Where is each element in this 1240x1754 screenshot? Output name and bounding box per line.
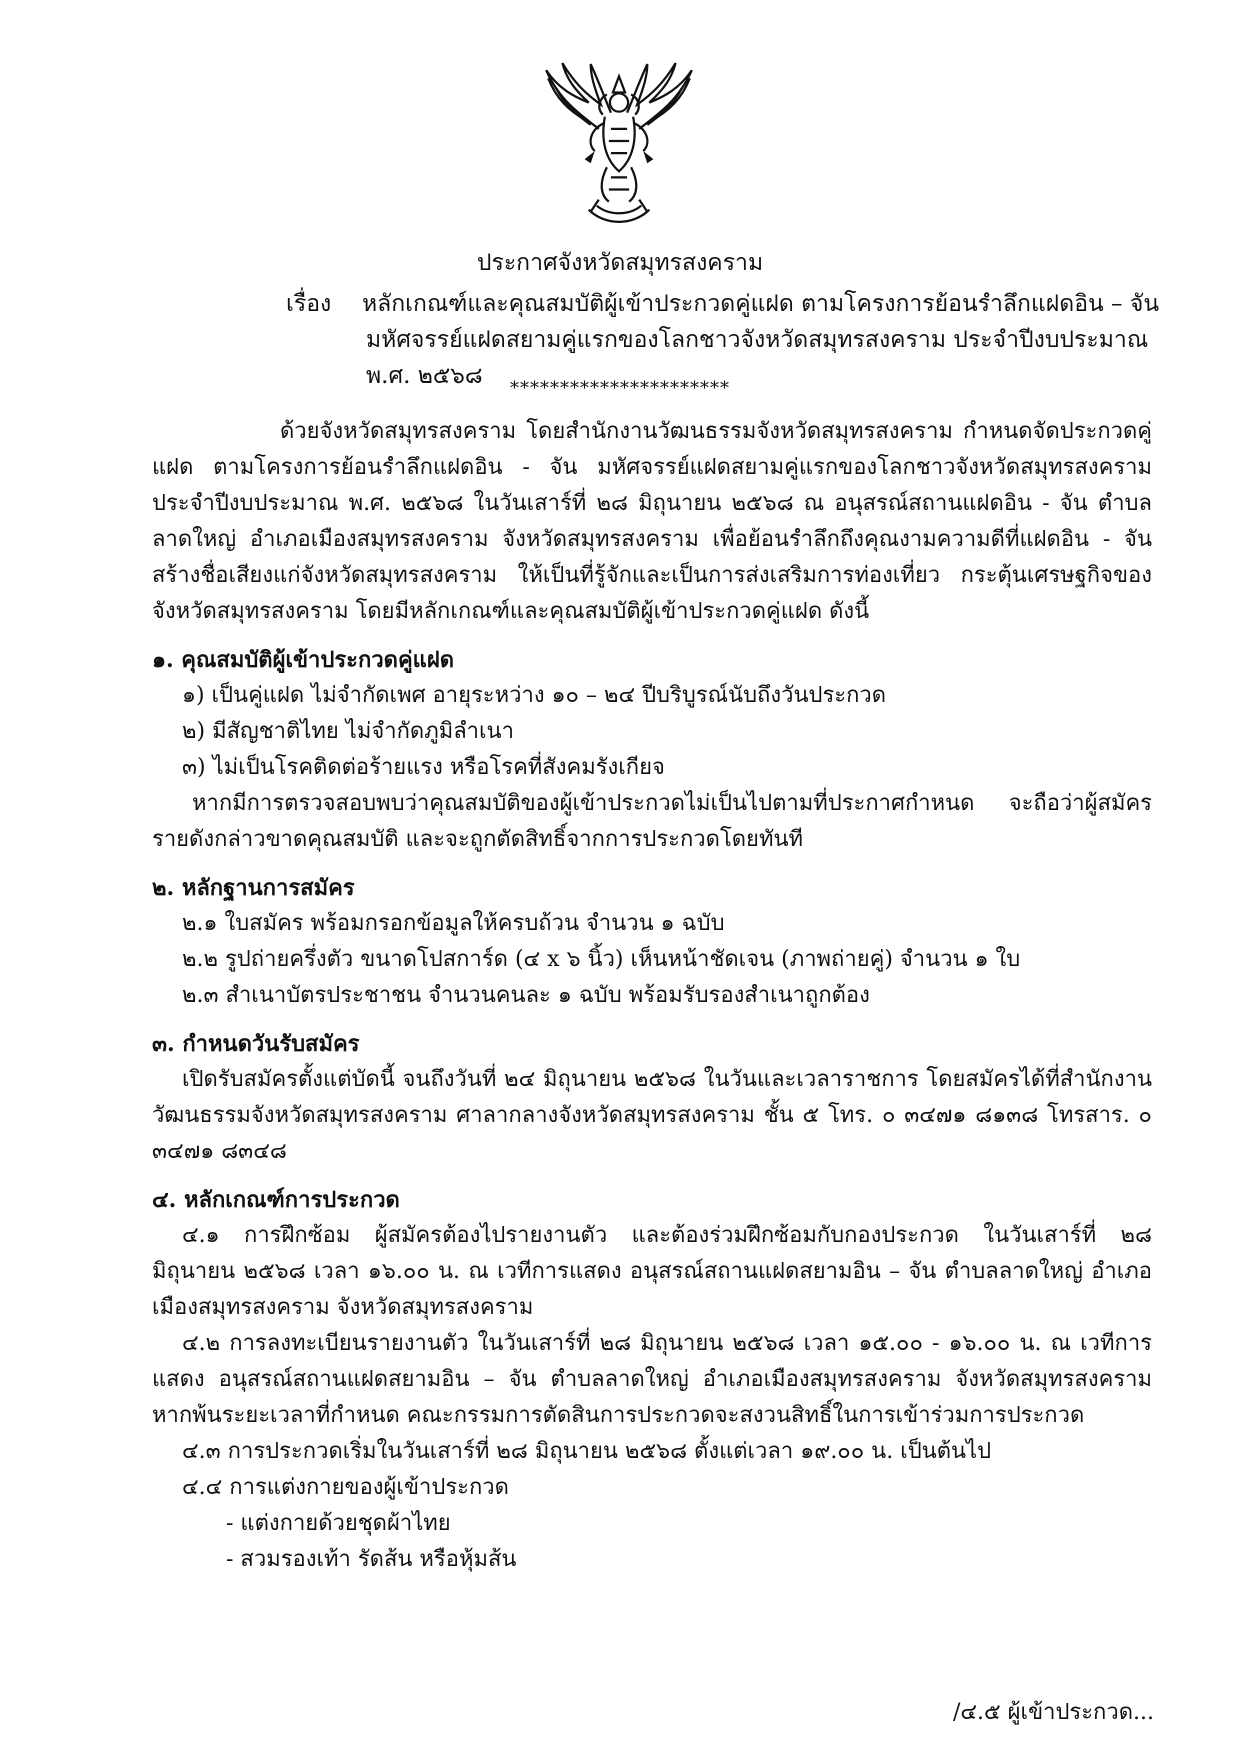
section-1-item: ๒) มีสัญชาติไทย ไม่จำกัดภูมิลำเนา xyxy=(182,719,514,744)
subject-label: เรื่อง xyxy=(286,291,332,317)
subject-line-2: มหัศจรรย์แฝดสยามคู่แรกของโลกชาวจังหวัดสมุทรสงคราม ประจำปีงบประมาณ พ.ศ. ๒๕๖๘ xyxy=(366,327,1149,389)
section-1-item: ๑) เป็นคู่แฝด ไม่จำกัดเพศ อายุระหว่าง ๑๐ – ๒๔ ปีบริบูรณ์นับถึงวันประกวด xyxy=(182,683,887,708)
section-1-heading: ๑. คุณสมบัติผู้เข้าประกวดคู่แฝด xyxy=(152,647,455,673)
intro-paragraph: ด้วยจังหวัดสมุทรสงคราม โดยสำนักงานวัฒนธรรมจังหวัดสมุทรสงคราม กำหนดจัดประกวดคู่แฝด ตามโครงการย้อนรำลึกแฝดอิน - จัน มหัศจรรย์แฝดสยามคู่แรกของโลกชาวจังหวัดสมุทรสงคราม ประจำปีงบประมาณ พ.ศ. ๒๕๖๘ ในวันเสาร์ที่ ๒๘ มิถุนายน ๒๕๖๘ ณ อนุสรณ์สถานแฝดอิน - จัน ตำบลลาดใหญ่ อำเภอเมืองสมุทรสงคราม จังหวัดสมุทรสงคราม เพื่อย้อนรำลึกถึงคุณงามความดีที่แฝดอิน - จัน สร้างชื่อเสียงแก่จังหวัดสมุทรสงคราม ให้เป็นที่รู้จักและเป็นการส่งเสริมการท่องเที่ยว กระตุ้นเศรษฐกิจของจังหวัดสมุทรสงคราม โดยมีหลักเกณฑ์และคุณสมบัติผู้เข้าประกวดคู่แฝด ดังนี้ xyxy=(152,419,1152,624)
separator-stars: ********************** xyxy=(510,378,730,399)
continuation-marker: /๔.๕ ผู้เข้าประกวด... xyxy=(952,1700,1154,1725)
section-2-item: ๒.๒ รูปถ่ายครึ่งตัว ขนาดโปสการ์ด (๔ x ๖ นิ้ว) เห็นหน้าชัดเจน (ภาพถ่ายคู่) จำนวน ๑ ใบ xyxy=(182,947,1021,972)
section-4-item-4: ๔.๔ การแต่งกายของผู้เข้าประกวด xyxy=(182,1475,509,1500)
document-title: ประกาศจังหวัดสมุทรสงคราม xyxy=(476,250,764,276)
section-2-item: ๒.๑ ใบสมัคร พร้อมกรอกข้อมูลให้ครบถ้วน จำนวน ๑ ฉบับ xyxy=(182,911,725,936)
dress-item: - สวมรองเท้า รัดส้น หรือหุ้มส้น xyxy=(226,1547,517,1572)
section-1-note: หากมีการตรวจสอบพบว่าคุณสมบัติของผู้เข้าประกวดไม่เป็นไปตามที่ประกาศกำหนด จะถือว่าผู้สมัครรายดังกล่าวขาดคุณสมบัติ และจะถูกตัดสิทธิ์จากการประกวดโดยทันที xyxy=(152,791,1152,852)
section-4-item-3: ๔.๓ การประกวดเริ่มในวันเสาร์ที่ ๒๘ มิถุนายน ๒๕๖๘ ตั้งแต่เวลา ๑๙.๐๐ น. เป็นต้นไป xyxy=(182,1439,992,1464)
section-1-item: ๓) ไม่เป็นโรคติดต่อร้ายแรง หรือโรคที่สังคมรังเกียจ xyxy=(182,755,665,780)
section-4-heading: ๔. หลักเกณฑ์การประกวด xyxy=(152,1187,400,1213)
section-3-text: เปิดรับสมัครตั้งแต่บัดนี้ จนถึงวันที่ ๒๔ มิถุนายน ๒๕๖๘ ในวันและเวลาราชการ โดยสมัครได้ที่สำนักงานวัฒนธรรมจังหวัดสมุทรสงคราม ศาลากลางจังหวัดสมุทรสงคราม ชั้น ๕ โทร. ๐ ๓๔๗๑ ๘๑๓๘ โทรสาร. ๐ ๓๔๗๑ ๘๓๔๘ xyxy=(152,1067,1152,1164)
dress-item: - แต่งกายด้วยชุดผ้าไทย xyxy=(226,1511,451,1536)
section-2-item: ๒.๓ สำเนาบัตรประชาชน จำนวนคนละ ๑ ฉบับ พร้อมรับรองสำเนาถูกต้อง xyxy=(182,983,870,1008)
subject-line-1: หลักเกณฑ์และคุณสมบัติผู้เข้าประกวดคู่แฝด ตามโครงการย้อนรำลึกแฝดอิน – จัน xyxy=(362,291,1160,317)
section-4-item-1: ๔.๑ การฝึกซ้อม ผู้สมัครต้องไปรายงานตัว และต้องร่วมฝึกซ้อมกับกองประกวด ในวันเสาร์ที่ ๒๘ มิถุนายน ๒๕๖๘ เวลา ๑๖.๐๐ น. ณ เวทีการแสดง อนุสรณ์สถานแฝดสยามอิน – จัน ตำบลลาดใหญ่ อำเภอเมืองสมุทรสงคราม จังหวัดสมุทรสงคราม xyxy=(152,1223,1152,1320)
section-3-heading: ๓. กำหนดวันรับสมัคร xyxy=(152,1031,360,1057)
section-4-item-2: ๔.๒ การลงทะเบียนรายงานตัว ในวันเสาร์ที่ ๒๘ มิถุนายน ๒๕๖๘ เวลา ๑๕.๐๐ - ๑๖.๐๐ น. ณ เวทีการแสดง อนุสรณ์สถานแฝดสยามอิน – จัน ตำบลลาดใหญ่ อำเภอเมืองสมุทรสงคราม จังหวัดสมุทรสงคราม หากพ้นระยะเวลาที่กำหนด คณะกรรมการตัดสินการประกวดจะสงวนสิทธิ์ในการเข้าร่วมการประกวด xyxy=(152,1331,1152,1428)
section-2-heading: ๒. หลักฐานการสมัคร xyxy=(152,875,355,901)
garuda-emblem xyxy=(528,58,710,230)
document-body xyxy=(152,414,1152,1578)
